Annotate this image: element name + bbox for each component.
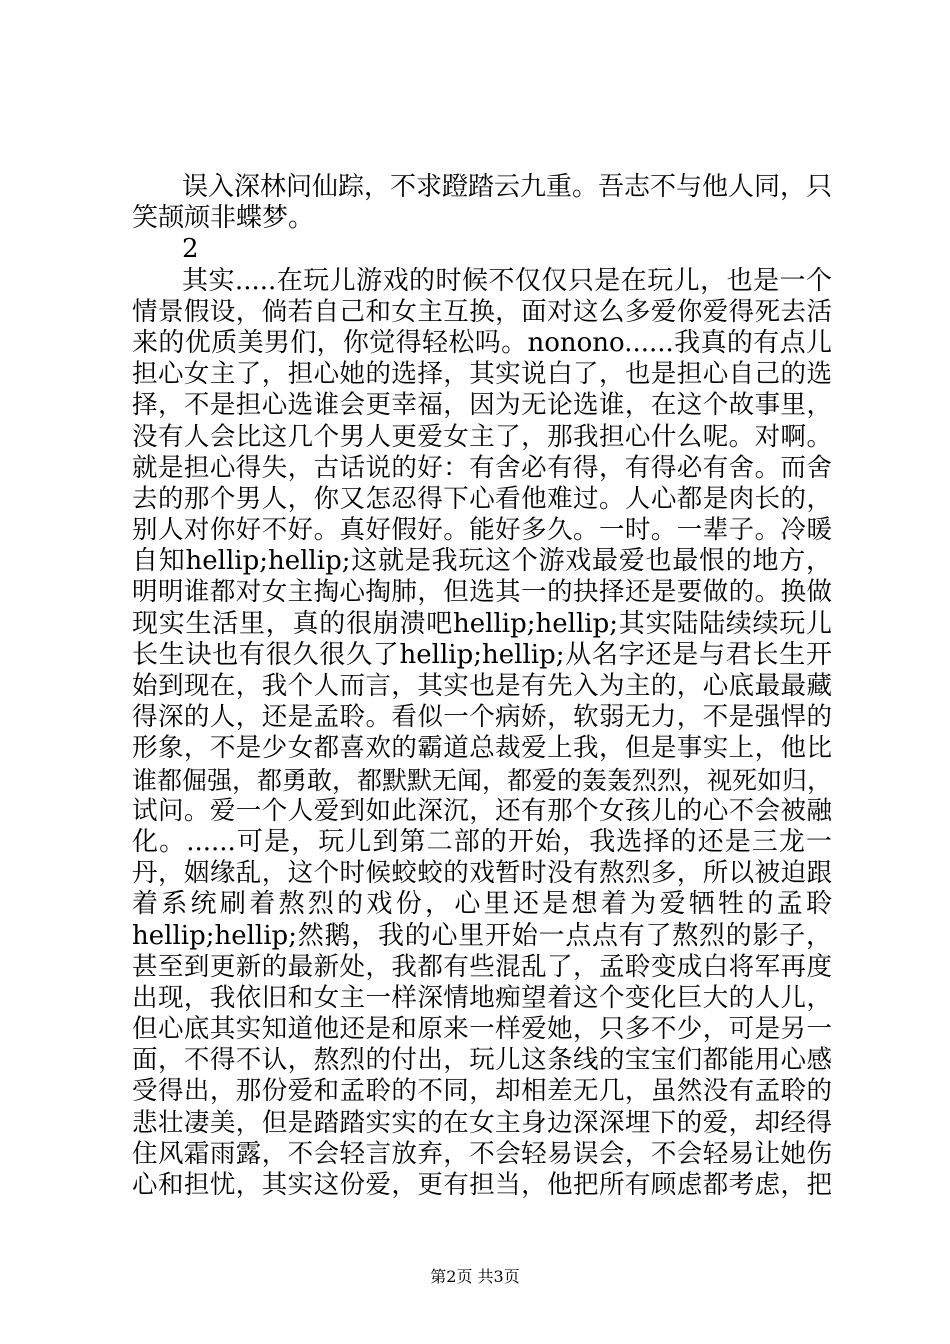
- body-line: 就是担心得失，古话说的好：有舍必有得，有得必有舍。而舍: [132, 452, 832, 483]
- page-footer: 第2页 共3页: [430, 1267, 520, 1286]
- body-line: 现实生活里，真的很崩溃吧hellip;hellip;其实陆陆续续玩儿: [132, 608, 832, 639]
- body-line: 心和担忧，其实这份爱，更有担当，他把所有顾虑都考虑，把: [132, 1170, 832, 1200]
- body-line: 着系统刷着熬烈的戏份，心里还是想着为爱牺牲的孟聆: [132, 889, 832, 920]
- body-line: 受得出，那份爱和孟聆的不同，却相差无几，虽然没有孟聆的: [132, 1076, 832, 1107]
- body-line: 试问。爱一个人爱到如此深沉，还有那个女孩儿的心不会被融: [132, 795, 832, 826]
- body-line: 去的那个男人，你又怎忍得下心看他难过。人心都是肉长的，: [132, 483, 832, 514]
- body-line: 丹，姻缘乱，这个时候蛟蛟的戏暂时没有熬烈多，所以被迫跟: [132, 858, 832, 889]
- body-line: 谁都倔强，都勇敢，都默默无闻，都爱的轰轰烈烈，视死如归，: [132, 765, 833, 795]
- body-line: 担心女主了，担心她的选择，其实说白了，也是担心自己的选: [132, 359, 832, 390]
- body-line: 情景假设，倘若自己和女主互换，面对这么多爱你爱得死去活: [132, 296, 832, 327]
- body-line: 化。......可是，玩儿到第二部的开始，我选择的还是三龙一: [132, 826, 832, 857]
- body-line: 来的优质美男们，你觉得轻松吗。nonono......我真的有点儿: [132, 327, 832, 358]
- body-line: 长生诀也有很久很久了hellip;hellip;从名字还是与君长生开: [132, 639, 832, 670]
- body-line: 面，不得不认，熬烈的付出，玩儿这条线的宝宝们都能用心感: [132, 1045, 832, 1076]
- body-line: hellip;hellip;然鹅，我的心里开始一点点有了熬烈的影子，: [132, 920, 832, 951]
- body-line: 别人对你好不好。真好假好。能好多久。一时。一辈子。冷暖: [132, 515, 832, 546]
- poem-line-2: 笑颉颃非蝶梦。: [132, 203, 315, 234]
- body-line: 其实.....在玩儿游戏的时候不仅仅只是在玩儿，也是一个: [182, 265, 832, 296]
- body-line: 明明谁都对女主掏心掏肺，但选其一的抉择还是要做的。换做: [132, 577, 832, 608]
- body-line: 始到现在，我个人而言，其实也是有先入为主的，心底最最藏: [132, 671, 832, 701]
- body-line: 悲壮凄美，但是踏踏实实的在女主身边深深埋下的爱，却经得: [132, 1107, 832, 1138]
- body-line: 出现，我依旧和女主一样深情地痴望着这个变化巨大的人儿，: [132, 982, 832, 1013]
- body-line: 但心底其实知道他还是和原来一样爱她，只多不少，可是另一: [132, 1014, 832, 1045]
- body-line: 没有人会比这几个男人更爱女主了，那我担心什么呢。对啊。: [132, 421, 832, 452]
- body-line: 形象，不是少女都喜欢的霸道总裁爱上我，但是事实上，他比: [132, 733, 832, 764]
- body-line: 择，不是担心选谁会更幸福，因为无论选谁，在这个故事里，: [132, 390, 832, 421]
- body-line: 得深的人，还是孟聆。看似一个病娇，软弱无力，不是强悍的: [132, 702, 832, 733]
- body-line: 甚至到更新的最新处，我都有些混乱了，孟聆变成白将军再度: [132, 951, 832, 982]
- section-number: 2: [182, 234, 199, 265]
- body-line: 自知hellip;hellip;这就是我玩这个游戏最爱也最恨的地方，: [132, 546, 832, 577]
- body-line: 住风霜雨露，不会轻言放弃，不会轻易误会，不会轻易让她伤: [132, 1138, 832, 1169]
- poem-line-1: 误入深林问仙踪，不求蹬踏云九重。吾志不与他人同，只: [182, 172, 833, 202]
- text-block: [132, 172, 832, 1201]
